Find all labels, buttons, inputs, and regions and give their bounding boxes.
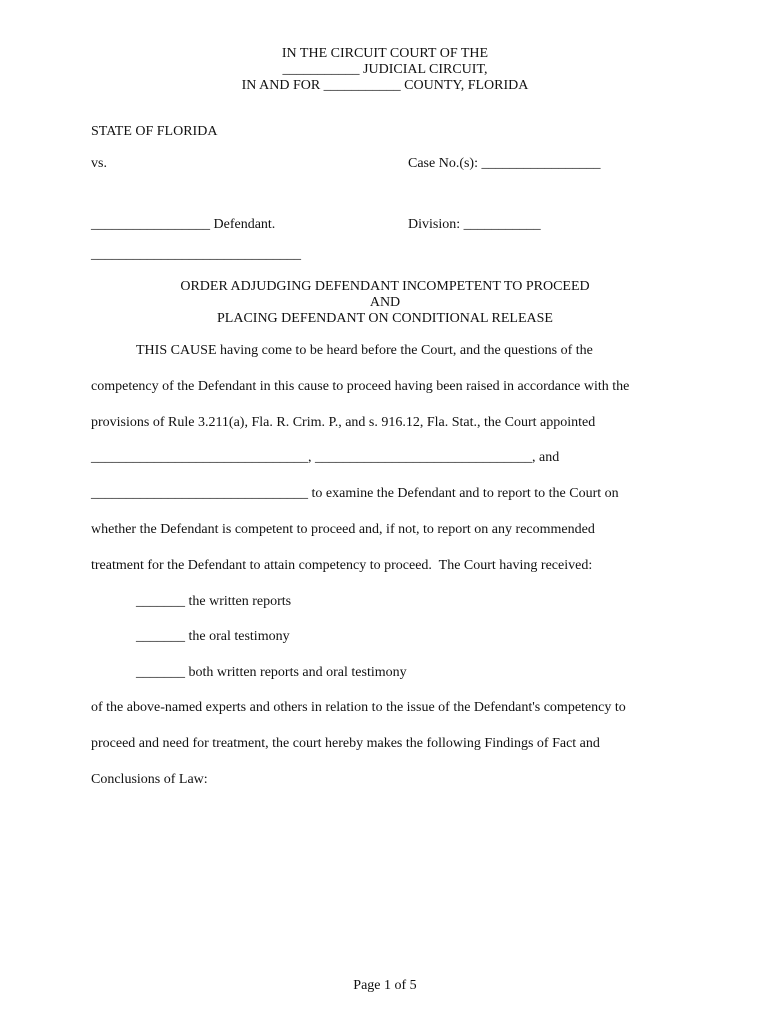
body-line-6: whether the Defendant is competent to proceed and, if not, to report on any recommended [91,522,595,537]
court-caption-line-3: IN AND FOR ___________ COUNTY, FLORIDA [241,78,529,93]
body-line-2: competency of the Defendant in this cause to proceed having been raised in accordance with the [91,379,630,394]
plaintiff-name: STATE OF FLORIDA [91,124,218,139]
body-line-9: proceed and need for treatment, the court hereby makes the following Findings of Fact and [91,736,600,751]
versus-label: vs. [91,156,107,171]
body-line-3: provisions of Rule 3.211(a), Fla. R. Crim. P., and s. 916.12, Fla. Stat., the Court appointed [91,415,596,430]
expert-names-line-2: _______________________________ to examine the Defendant and to report to the Court on [91,486,619,501]
order-title-line-2: AND [369,295,401,310]
option-written-reports: _______ the written reports [136,594,292,609]
body-line-10: Conclusions of Law: [91,772,208,787]
blank-rule: ______________________________ [91,247,301,262]
expert-names-line-1: _______________________________, _______________________________, and [91,450,560,465]
option-oral-testimony: _______ the oral testimony [136,629,290,644]
body-line-8: of the above-named experts and others in relation to the issue of the Defendant's competency to [91,700,626,715]
order-title-line-3: PLACING DEFENDANT ON CONDITIONAL RELEASE [217,311,553,326]
page-number: Page 1 of 5 [353,978,417,993]
division-field: Division: ___________ [408,217,541,232]
defendant-field: _________________ Defendant. [91,217,276,232]
body-line-7: treatment for the Defendant to attain competency to proceed. The Court having received: [91,558,593,573]
court-caption-line-2: ___________ JUDICIAL CIRCUIT, [282,62,488,77]
body-line-1: THIS CAUSE having come to be heard before the Court, and the questions of the [136,343,593,358]
option-both: _______ both written reports and oral testimony [136,665,407,680]
court-caption-line-1: IN THE CIRCUIT COURT OF THE [281,46,489,61]
case-number-field: Case No.(s): _________________ [408,156,601,171]
order-title-line-1: ORDER ADJUDGING DEFENDANT INCOMPETENT TO PROCEED [180,279,590,294]
